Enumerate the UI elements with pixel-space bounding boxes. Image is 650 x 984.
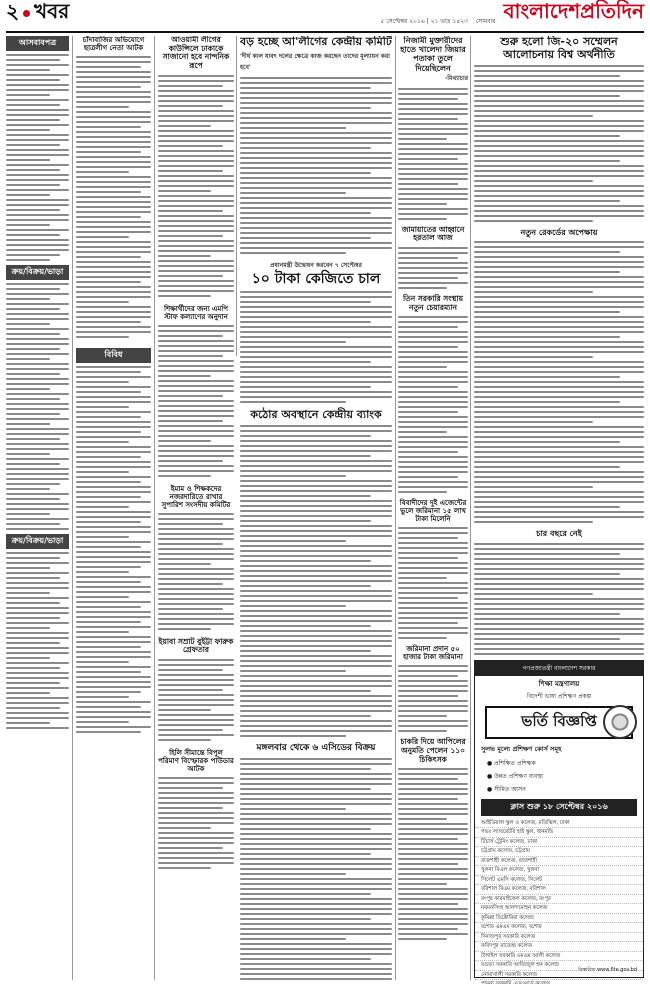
- ad-centre-row: রংপুর কারমাইকেল কলেজ, রংপুর: [475, 895, 643, 904]
- headline: চাঁদাবাজির অভিযোগে ছাত্রলীগ নেতা আটক: [82, 36, 145, 53]
- headline: শুরু হলো জি-২০ সম্মেলন আলোচনায় বিশ্ব অর্থনীতি: [500, 36, 618, 61]
- headline: জামায়াতের আহ্বানে হরতাল আজ: [401, 224, 465, 243]
- ad-project: বিদেশী ভাষা প্রশিক্ষণ প্রকল্প: [526, 693, 592, 700]
- headline: হিলি সীমান্তে বিপুল পরিমাণ বিস্ফোরক পাউডার আটক: [158, 748, 234, 774]
- headline: বিবাদীদের দুই এজেন্টের ভুলে জরিমানা ১৫ লাখ টাকা মিলেনি: [399, 499, 467, 524]
- ad-centre-row: দিনাজপুর সরকারি কলেজ: [475, 933, 643, 942]
- masthead: [6, 0, 644, 30]
- newspaper-logo: [504, 0, 644, 30]
- lead-headline: বড় হচ্ছে আ'লীগের কেন্দ্রীয় কমিটি: [240, 36, 392, 48]
- ad-feature: ● উন্নত প্রশিক্ষণ ব্যবস্থা: [487, 773, 543, 780]
- headline: মঙ্গলবার থেকে ৬ এসিডের বিক্রয়: [256, 743, 376, 754]
- headline: আওয়ামী লীগের কাউন্সিলে ঢাকাকে সাজানো হবে নান্দনিক রূপে: [162, 36, 230, 70]
- ad-centre-row: ফরিদপুর রাজেন্দ্র কলেজ: [475, 942, 643, 951]
- classified-section-head: বিবিধ: [76, 348, 151, 363]
- ad-footer: বিস্তারিত www.flte.gov.bd: [578, 967, 637, 973]
- classified-section-head: ক্রয়/বিক্রয়/ভাড়া: [6, 265, 69, 280]
- news-column-6: [474, 36, 644, 656]
- lead-column: [240, 36, 392, 980]
- news-column-2: [76, 36, 151, 980]
- headline: ১০ টাকা কেজিতে চাল: [251, 270, 381, 287]
- logo-part1: বাংলাদেশ: [503, 0, 581, 23]
- headline: নতুন রেকর্ডের অপেক্ষায়: [520, 228, 598, 238]
- headline: শিক্ষার্থীদের জন্য এমপি স্টাফ কল্যাণের অনুদান: [163, 304, 229, 321]
- column-divider: [236, 36, 237, 356]
- ad-centre-row: বগুড়া সরকারি আজিজুল হক কলেজ: [475, 961, 643, 970]
- ad-centre-row: আইডিয়াল স্কুল ও কলেজ, মতিঝিল, ঢাকা: [475, 819, 643, 828]
- ad-feature: ● সীমিত আসন: [487, 786, 526, 793]
- column-divider: [72, 36, 73, 980]
- classified-section-head: আসবাবপত্র: [6, 36, 69, 51]
- dateline: [380, 16, 495, 30]
- headline-tag: -মিথ্যাচার: [444, 74, 468, 82]
- classifieds-column: [6, 36, 69, 980]
- government-seal-icon: [603, 705, 637, 739]
- ad-centre-row: গভঃ ল্যাবরেটরি হাই স্কুল, ধানমন্ডি: [475, 828, 643, 837]
- ad-centre-row: সিলেট এমসি কলেজ, সিলেট: [475, 876, 643, 885]
- page-number-value: ২: [6, 0, 20, 23]
- headline: ইয়াবা সম্রাট বুইট্টা ফারুক গ্রেফতার: [158, 636, 234, 655]
- classified-section-head: ক্রয়/বিক্রয়/ভাড়া: [6, 534, 69, 549]
- ad-centre-list: [475, 819, 643, 984]
- ad-centre-row: কুমিল্লা ভিক্টোরিয়া কলেজ: [475, 914, 643, 923]
- ad-subtitle: সুলভ মূল্যে প্রশিক্ষণ কোর্স সমূহ: [481, 745, 562, 753]
- headline: চাকরি দিয়ে আপিলের অনুমতি পেলেন ১১০ চিকিৎসক: [400, 737, 466, 764]
- ad-title: ভর্তি বিজ্ঞপ্তি: [485, 706, 633, 739]
- ad-centre-row: খুলনা বিএল কলেজ, খুলনা: [475, 866, 643, 875]
- ad-ministry: শিক্ষা মন্ত্রণালয়: [538, 680, 580, 688]
- ad-class-start-bar: ক্লাস শুরু ১৮ সেপ্টেম্বর ২০১৬: [481, 799, 637, 816]
- section-name: খবর: [34, 0, 70, 23]
- ad-centre-row: বরিশাল বিএম কলেজ, বরিশাল: [475, 885, 643, 894]
- ad-govt-line: গণপ্রজাতন্ত্রী বাংলাদেশ সরকার: [475, 661, 643, 676]
- ad-centre-row: রাজশাহী কলেজ, রাজশাহী: [475, 857, 643, 866]
- lead-subheadline: 'দীর্ঘ কাল যাবৎ দলের ক্ষেত্রে কাজ করছেন তাদের মূল্যায়ন করা হবে': [240, 52, 390, 71]
- ad-centre-row: চট্টগ্রাম কলেজ, চট্টগ্রাম: [475, 847, 643, 856]
- ad-centre-row: টিচার্স ট্রেনিং কলেজ, ঢাকা: [475, 838, 643, 847]
- ad-feature: ● প্রশিক্ষিত প্রশিক্ষক: [487, 760, 536, 767]
- logo-part2: প্রতিদিন: [580, 0, 644, 23]
- masthead-rule: [6, 31, 644, 33]
- headline: ইমাম ও শিক্ষকদের নজরদারিতে রাখার সুপারিশ সংসদীয় কমিটির: [161, 484, 231, 509]
- ad-centre-row: পাবনা সরকারি এডওয়ার্ড কলেজ: [475, 980, 643, 984]
- headline: চার বছরে নেই: [536, 529, 582, 539]
- news-column-5: [398, 36, 468, 980]
- headline: তিন সরকারি সংস্থায় নতুন চেয়ারম্যান: [403, 294, 463, 312]
- ad-centre-row: টাঙ্গাইল সরকারি এমএম আলী কলেজ: [475, 952, 643, 961]
- admission-advertisement: [474, 660, 644, 984]
- headline: জরিমানা প্রদান ৫০ হাজার টাকা জরিমানা: [403, 645, 463, 662]
- kicker: প্রধানমন্ত্রী উদ্বোধন করবেন ৭ সেপ্টেম্বর: [270, 261, 362, 269]
- page-number: [6, 0, 69, 30]
- news-column-3: [158, 36, 234, 980]
- dateline-text: ৫ সেপ্টেম্বর ২০১৬ | ২১ ভাদ্র ১৪২৩: [380, 18, 469, 25]
- headline: নিজামী মুক্তারীদের হাতে খালেদা জিয়ার পতাকা তুলে দিয়েছিলেন: [400, 36, 466, 73]
- separator-dot-icon: [23, 10, 30, 17]
- weekday: সোমবার: [475, 18, 496, 25]
- ad-centre-row: ময়মনসিংহ আনন্দমোহন কলেজ: [475, 904, 643, 913]
- column-divider: [470, 36, 471, 980]
- column-divider: [395, 36, 396, 980]
- ad-centre-row: নোয়াখালী সরকারি কলেজ: [475, 971, 643, 980]
- ad-centre-row: যশোর এমএম কলেজ, যশোর: [475, 923, 643, 932]
- column-divider: [154, 36, 155, 980]
- headline: কঠোর অবস্থানে কেন্দ্রীয় ব্যাংক: [250, 407, 382, 421]
